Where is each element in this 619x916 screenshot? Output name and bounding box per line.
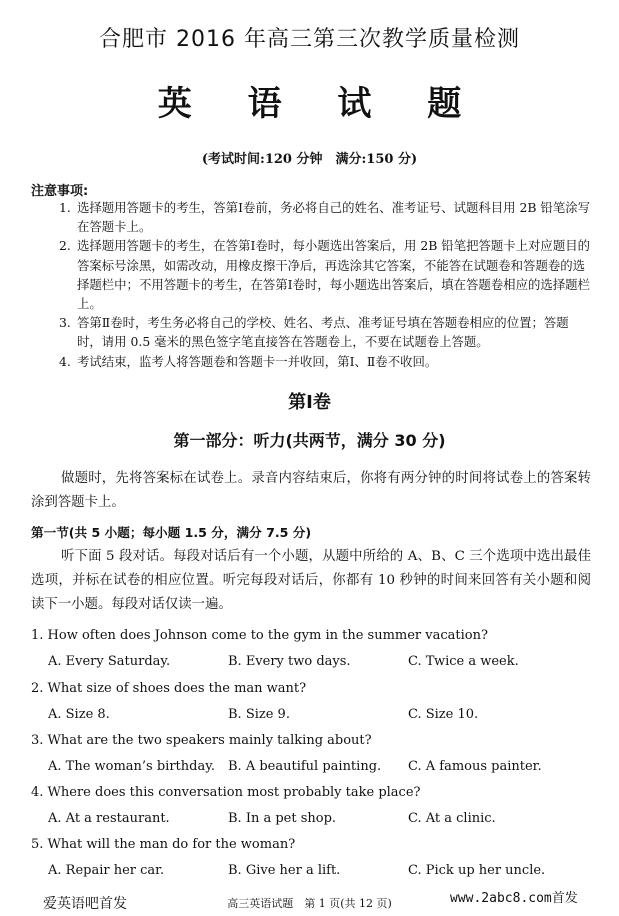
note-text: 答第Ⅱ卷时，考生务必将自己的学校、姓名、考点、准考证号填在答题卷相应的位置；答题时，请用 0.5 毫米的黑色签字笔直接答在答题卷上，不要在试题卷上答题。 <box>77 315 569 350</box>
option-a: A. The woman’s birthday. <box>48 759 215 774</box>
part-title: 第Ⅰ卷 <box>288 392 331 413</box>
note-text: 考试结束，监考人将答题卷和答题卡一并收回，第Ⅰ、Ⅱ卷不收回。 <box>77 353 438 369</box>
question-stem: 5. What will the man do for the woman? <box>31 837 296 852</box>
option-b: B. Size 9. <box>228 707 290 722</box>
section-title: 第一部分：听力(共两节，满分 30 分) <box>173 431 446 450</box>
note-item <box>59 352 591 371</box>
note-item <box>59 198 591 236</box>
listening-intro: 做题时，先将答案标在试卷上。录音内容结束后，你将有两分钟的时间将试卷上的答案转涂到答题卡上。 <box>31 471 591 510</box>
note-number: 4. <box>59 353 71 369</box>
option-c: C. Pick up her uncle. <box>408 863 546 878</box>
option-a: A. Every Saturday. <box>48 654 171 669</box>
option-c: C. At a clinic. <box>408 811 496 826</box>
option-b: B. In a pet shop. <box>228 811 337 826</box>
subsection-title: 第一节(共 5 小题；每小题 1.5 分，满分 7.5 分) <box>31 525 312 540</box>
option-a: A. At a restaurant. <box>48 811 170 826</box>
note-text: 选择题用答题卡的考生，在答第Ⅰ卷时，每小题选出答案后，用 2B 铅笔把答题卡上对应题目的答案标号涂黑，如需改动，用橡皮擦干净后，再选涂其它答案，不能答在试题卷和答题卷的选择题栏中；不用答题卡的考生，在答第Ⅰ卷时，每小题选出答案后，填在答题卷相应的选择题栏上。 <box>77 238 590 312</box>
footer-watermark-right: www.2abc8.com首发 <box>450 891 578 906</box>
option-a: A. Repair her car. <box>48 863 165 878</box>
option-b: B. Every two days. <box>228 654 351 669</box>
option-c: C. Size 10. <box>408 707 479 722</box>
exam-info: (考试时间:120 分钟 满分:150 分) <box>201 152 418 167</box>
note-item <box>59 313 591 351</box>
note-number: 3. <box>59 315 71 331</box>
option-a: A. Size 8. <box>48 707 110 722</box>
page-number: 高三英语试题 第 1 页(共 12 页) <box>227 897 392 910</box>
subject-title: 英 语 试 题 <box>157 84 484 124</box>
subsection-intro: 听下面 5 段对话。每段对话后有一个小题，从题中所给的 A、B、C 三个选项中选出最佳选项，并标在试卷的相应位置。听完每段对话后，你都有 10 秒钟的时间来回答有关小题和阅读下一小题。每段对话仅读一遍。 <box>31 549 591 612</box>
note-number: 1. <box>59 200 71 215</box>
exam-title: 合肥市 2016 年高三第三次教学质量检测 <box>99 27 520 52</box>
note-text: 选择题用答题卡的考生，答第Ⅰ卷前，务必将自己的姓名、准考证号、试题科目用 2B 铅笔涂写在答题卡上。 <box>77 200 590 235</box>
footer-watermark-left: 爱英语吧首发 <box>43 896 127 912</box>
note-item <box>59 236 591 313</box>
option-c: C. Twice a week. <box>408 654 519 669</box>
notes-list <box>59 198 591 371</box>
question-stem: 1. How often does Johnson come to the gym in the summer vacation? <box>31 628 488 643</box>
note-number: 2. <box>59 238 71 254</box>
option-c: C. A famous painter. <box>408 759 542 774</box>
question-stem: 4. Where does this conversation most probably take place? <box>31 785 421 800</box>
notes-title: 注意事项: <box>31 184 89 199</box>
option-b: B. A beautiful painting. <box>228 759 382 774</box>
question-stem: 3. What are the two speakers mainly talking about? <box>31 733 372 748</box>
option-b: B. Give her a lift. <box>228 863 341 878</box>
question-stem: 2. What size of shoes does the man want? <box>31 681 307 696</box>
